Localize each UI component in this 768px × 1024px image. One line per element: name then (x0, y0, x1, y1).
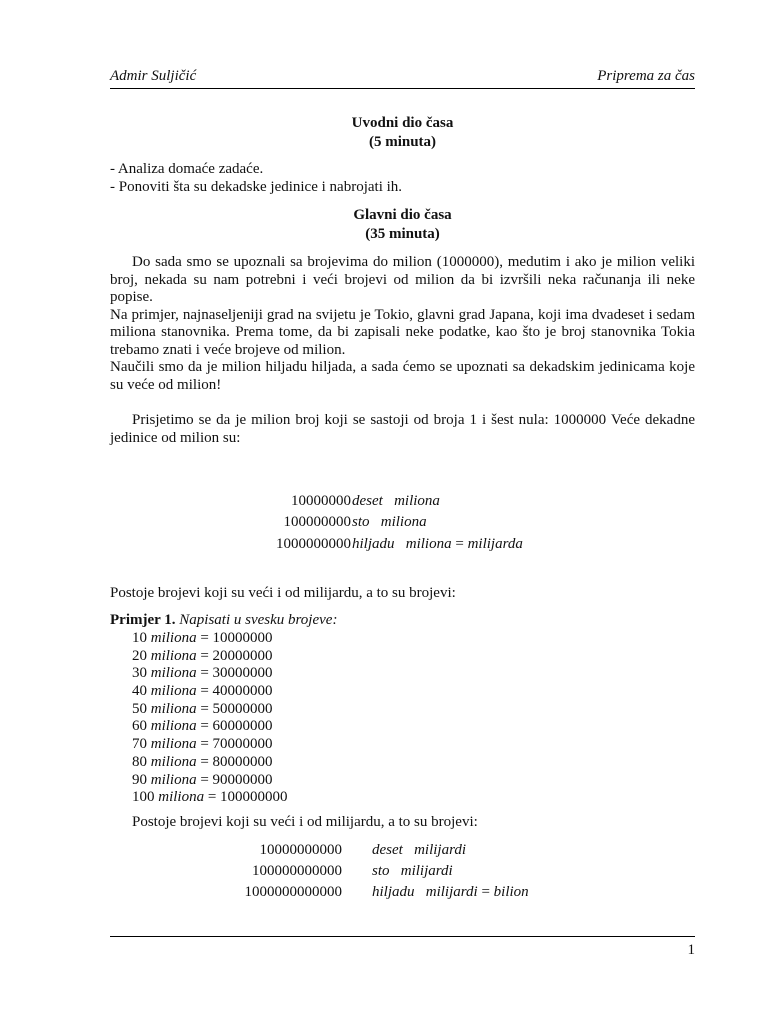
footer-rule (110, 936, 695, 937)
list-item: 10 miliona = 10000000 (132, 630, 273, 646)
intro-section-title (110, 114, 695, 152)
main-body (110, 254, 695, 394)
header-author: Admir Suljičić (110, 68, 197, 84)
intro-item: - Ponoviti šta su dekadske jedinice i nabrojati ih. (110, 178, 403, 195)
list-item: 50 miliona = 50000000 (132, 700, 273, 717)
example-label: Primjer 1. (110, 612, 176, 628)
sentence-2: Postoje brojevi koji su veći i od milijardu, a to su brojevi: (132, 814, 478, 830)
table-number: 100000000 (283, 514, 351, 530)
table-result: bilion (493, 884, 529, 900)
sentence-1: Postoje brojevi koji su veći i od milijardu, a to su brojevi: (110, 585, 456, 601)
table-words: deset miliona (352, 493, 440, 509)
list-item: 60 miliona = 60000000 (132, 718, 273, 735)
table-result: milijarda (467, 536, 523, 552)
list-item: 70 miliona = 70000000 (132, 736, 273, 753)
table-words: hiljadu miliona = milijarda (352, 536, 523, 552)
paragraph: Prisjetimo se da je milion broj koji se sastoji od broja 1 i šest nula: 1000000 Veće dekadne jedinice od milion su: (110, 412, 695, 446)
paragraph: Na primjer, najnaseljeniji grad na svijetu je Tokio, glavni grad Japana, koji ima dvadeset i sedam miliona stanovnika. Prema tome, da bi zapisali neke podatke, kao što je broj stanovnika Tokia trebamo znati i veće brojeve od milion. (110, 306, 695, 358)
example-heading (110, 612, 337, 630)
equals-sign: = (451, 536, 468, 552)
table-number: 1000000000000 (244, 884, 342, 900)
header-rule (110, 88, 695, 89)
list-item: 20 miliona = 20000000 (132, 647, 273, 664)
list-item: 80 miliona = 80000000 (132, 753, 273, 770)
example-instruction: Napisati u svesku brojeve: (179, 612, 338, 628)
paragraph: Naučili smo da je milion hiljadu hiljada, a sada ćemo se upoznati sa dekadskim jedinicama koje su veće od milion! (110, 359, 695, 393)
intro-duration: (5 minuta) (368, 134, 437, 150)
list-item: 40 miliona = 40000000 (132, 683, 273, 700)
main-section-title (110, 206, 695, 244)
intro-item: - Analiza domaće zadaće. (110, 161, 264, 177)
main-duration: (35 minuta) (365, 226, 440, 242)
paragraph: Do sada smo se upoznali sa brojevima do milion (1000000), medutim i ako je milion veliki broj, nekada su nam potrebni i veći brojevi od milion da bi izvršili neka računanja ili neke popise. (110, 254, 695, 305)
table-words: hiljadu milijardi = bilion (372, 884, 529, 900)
table-number: 100000000000 (252, 863, 342, 879)
table-number: 10000000000 (259, 842, 342, 858)
main-title: Glavni dio časa (353, 207, 452, 223)
example-list (132, 630, 288, 807)
table-words: deset milijardi (372, 842, 467, 858)
list-item: 100 miliona = 100000000 (132, 789, 288, 806)
equals-sign: = (477, 884, 494, 900)
intro-list (110, 161, 695, 196)
table-words: sto miliona (352, 514, 427, 530)
table-number: 10000000 (291, 493, 351, 509)
table-words: sto milijardi (372, 863, 453, 879)
header-title: Priprema za čas (597, 68, 695, 84)
intro-title: Uvodni dio časa (351, 115, 454, 131)
table-number: 1000000000 (276, 536, 351, 552)
list-item: 30 miliona = 30000000 (132, 665, 273, 682)
main-body-2 (110, 412, 695, 447)
page-number: 1 (687, 942, 695, 958)
list-item: 90 miliona = 90000000 (132, 771, 273, 788)
